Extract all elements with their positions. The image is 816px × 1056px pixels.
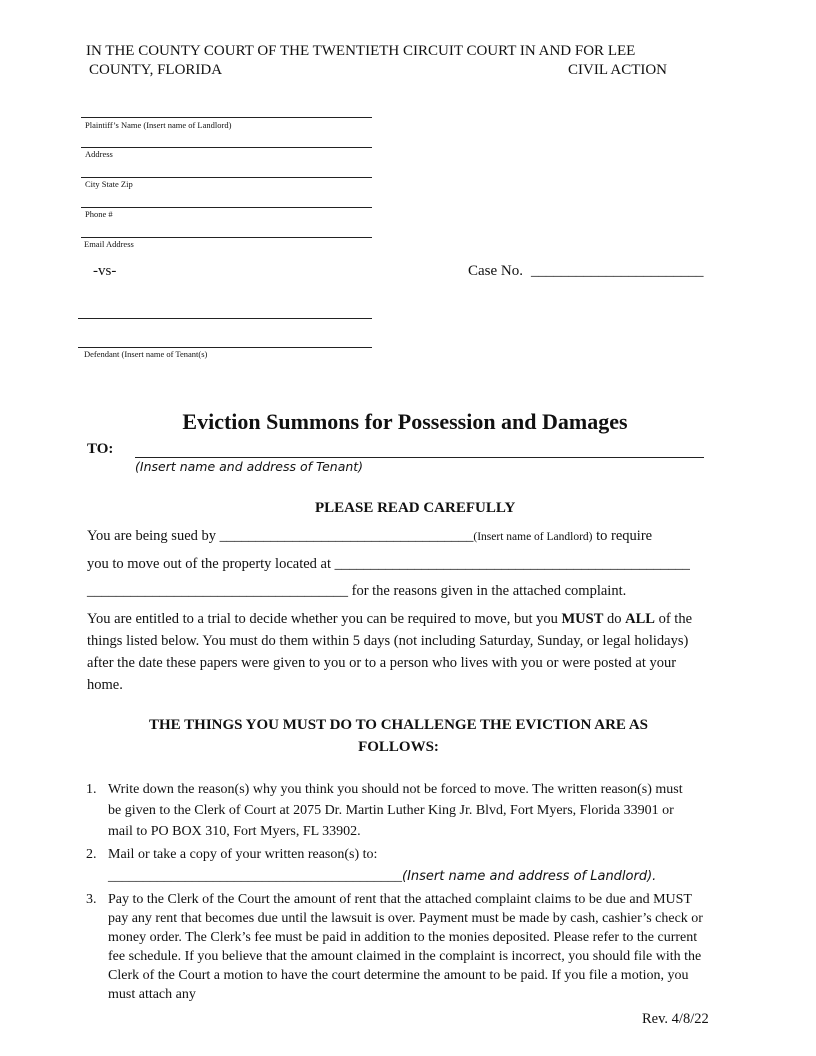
reasons-suffix: for the reasons given in the attached complaint. (348, 583, 627, 599)
entitled-paragraph (87, 608, 707, 696)
landlord-address-field[interactable]: ________________________________________ (122, 869, 402, 884)
document-title (0, 409, 816, 435)
sued-prefix: You are being sued by _ (87, 528, 227, 544)
versus-label: -vs- (93, 263, 117, 279)
list-item-1 (86, 779, 716, 842)
defendant-line-2[interactable] (78, 347, 372, 348)
list-item-2-text: Mail or take a copy of your written reason(s) to: (108, 847, 378, 862)
address-line[interactable] (81, 147, 372, 148)
entitled-text-3: of the things listed below. You must do them within 5 days (not including Saturday, Sunday, or legal holidays) after the date these papers were given to you or to a person who lives with you or were posted at your home. (87, 611, 693, 693)
case-number-field[interactable]: _______________________ (531, 263, 704, 279)
revision-date: Rev. 4/8/22 (642, 1011, 709, 1027)
things-heading-line-1: THE THINGS YOU MUST DO TO CHALLENGE THE EVICTION ARE AS (148, 717, 649, 733)
tenant-hint: (Insert name and address of Tenant) (135, 459, 364, 474)
landlord-address-line (108, 869, 656, 885)
must-emphasis: MUST (561, 611, 604, 627)
to-label: TO: (87, 441, 114, 457)
city-state-zip-label: City State Zip (85, 179, 133, 189)
address-label: Address (85, 149, 113, 159)
property-address-field[interactable]: _________________________________________________ (334, 556, 690, 572)
entitled-text-1: You are entitled to a trial to decide whether you can be required to move, but you (87, 611, 562, 627)
document-title-text: Eviction Summons for Possession and Damages (182, 409, 628, 434)
list-item-3-number: 3. (86, 892, 97, 907)
landlord-address-hint: (Insert name and address of Landlord). (402, 869, 657, 884)
landlord-address-blank-start[interactable]: __ (108, 869, 122, 884)
civil-action-label: CIVIL ACTION (568, 62, 668, 78)
plaintiff-name-line[interactable] (81, 117, 372, 118)
court-line-2: COUNTY, FLORIDA (89, 62, 223, 78)
please-read-heading: PLEASE READ CAREFULLY (315, 500, 516, 516)
list-item-1-number: 1. (86, 782, 97, 797)
defendant-label: Defendant (Insert name of Tenant(s) (84, 349, 208, 359)
property-address-field-2[interactable]: ____________________________________ (87, 583, 348, 599)
list-item-3 (86, 890, 716, 1000)
list-item-2-number: 2. (86, 847, 97, 862)
entitled-text-2: do (603, 611, 626, 627)
reasons-line (87, 583, 626, 600)
landlord-name-field[interactable]: __________________________________ (226, 528, 474, 544)
sued-line (87, 528, 652, 545)
case-number-label: Case No. (468, 263, 523, 279)
email-line[interactable] (81, 237, 372, 238)
plaintiff-name-label: Plaintiff’s Name (Insert name of Landlord) (85, 120, 232, 130)
court-line-1: IN THE COUNTY COURT OF THE TWENTIETH CIRCUIT COURT IN AND FOR LEE (86, 43, 636, 59)
city-state-zip-line[interactable] (81, 177, 372, 178)
things-heading-line-2: FOLLOWS: (358, 739, 439, 755)
all-emphasis: ALL (625, 611, 655, 627)
move-prefix: you to move out of the property located at (87, 556, 335, 572)
landlord-hint: (Insert name of Landlord) (473, 531, 593, 543)
email-label: Email Address (84, 239, 134, 249)
list-item-1-text: Write down the reason(s) why you think you should not be forced to move. The written reason(s) must be given to the Clerk of Court at 2075 Dr. Martin Luther King Jr. Blvd, Fort Myers, Florida 33901 or mail to PO BOX 310, Fort Myers, FL 33902. (108, 782, 683, 839)
sued-suffix: to require (592, 528, 653, 544)
phone-line[interactable] (81, 207, 372, 208)
list-item-3-text: Pay to the Clerk of the Court the amount of rent that the attached complaint claims to be due and MUST pay any rent that becomes due until the lawsuit is over. Payment must be made by cash, cashier’s check or money order. The Clerk’s fee must be paid in addition to the monies deposited. Please refer to the current fee schedule. If you believe that the amount claimed in the complaint is incorrect, you should file with the Clerk of the Court a motion to have the court determine the amount to be paid. If you file a motion, you must attach any (108, 892, 703, 1002)
tenant-name-line[interactable] (135, 457, 704, 458)
list-item-2 (86, 844, 716, 865)
move-line (87, 556, 690, 573)
defendant-line-1[interactable] (78, 318, 372, 319)
phone-label: Phone # (85, 209, 113, 219)
